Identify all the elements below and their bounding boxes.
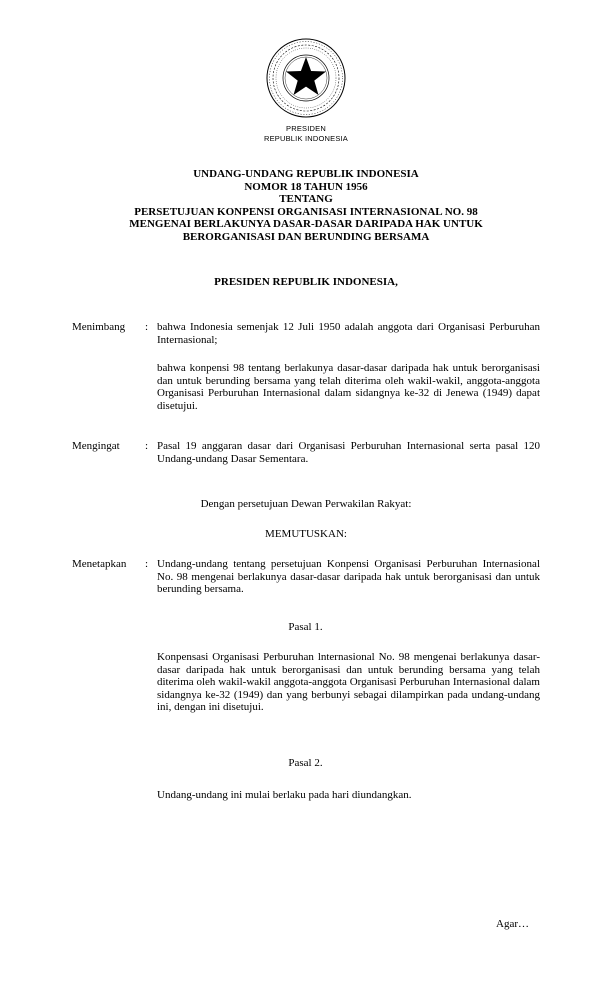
pasal-1-heading: Pasal 1. [288, 621, 323, 633]
institution-line-2: REPUBLIK INDONESIA [263, 134, 349, 143]
pasal-2-text: Undang-undang ini mulai berlaku pada hari diundangkan. [157, 789, 412, 801]
title-line-1: UNDANG-UNDANG REPUBLIK INDONESIA [193, 168, 419, 180]
star-emblem-icon [264, 36, 348, 120]
title-line-6: BERORGANISASI DAN BERUNDING BERSAMA [182, 230, 430, 243]
title-line-2: NOMOR 18 TAHUN 1956 [244, 180, 368, 193]
pasal-1-text: Konpensasi Organisasi Perburuhan lnternasional No. 98 mengenai berlakunya dasar-dasar daripada hak untuk berorganisasi dan untuk berunding bersama yang telah diterima oleh wakil-wakil anggota-anggota Organisasi Perburuhan Internasional dalam sidangnya ke-32 (1949) dan yang berbunyi sebagai dilampirkan pada undang-undang ini, dengan ini disetujui. [157, 651, 540, 713]
menimbang-label: Menimbang [72, 321, 126, 333]
title-line-5: MENGENAI BERLAKUNYA DASAR-DASAR DARIPADA HAK UNTUK [129, 218, 483, 230]
mengingat-paragraph: Pasal 19 anggaran dasar dari Organisasi Perburuhan Internasional serta pasal 120 Undang-undang Dasar Sementara. [157, 440, 540, 465]
menimbang-colon: : [145, 321, 149, 333]
page-continuation: Agar… [496, 918, 529, 930]
title-line-3: TENTANG [279, 193, 333, 205]
title-line-4: PERSETUJUAN KONPENSI ORGANISASI INTERNASIONAL NO. 98 [134, 205, 478, 218]
document-title [0, 168, 612, 243]
institution-line-1: PRESIDEN [286, 124, 326, 133]
approval-line: Dengan persetujuan Dewan Perwakilan Rakyat: [200, 498, 412, 510]
pasal-2-heading: Pasal 2. [288, 757, 323, 769]
menimbang-paragraph-1: bahwa Indonesia semenjak 12 Juli 1950 adalah anggota dari Organisasi Perburuhan Internasional; [157, 321, 540, 346]
menimbang-paragraph-2: bahwa konpensi 98 tentang berlakunya dasar-dasar daripada hak untuk berorganisasi dan untuk berunding bersama yang telah diterima oleh wakil-wakil, anggota-anggota Organisasi Perburuhan Internasional dalam sidangnya ke-32 di Jenewa (1949) dapat disetujui. [157, 362, 540, 412]
menetapkan-colon: : [145, 558, 149, 570]
menetapkan-label: Menetapkan [72, 558, 127, 570]
president-heading: PRESIDEN REPUBLIK INDONESIA, [214, 276, 398, 288]
mengingat-label: Mengingat [72, 440, 120, 452]
mengingat-colon: : [145, 440, 149, 452]
menetapkan-paragraph: Undang-undang tentang persetujuan Konpensi Organisasi Perburuhan Internasional No. 98 mengenai berlakunya dasar-dasar daripada hak untuk berorganisasi dan untuk berunding bersama. [157, 558, 540, 595]
decision-heading: MEMUTUSKAN: [265, 528, 347, 540]
